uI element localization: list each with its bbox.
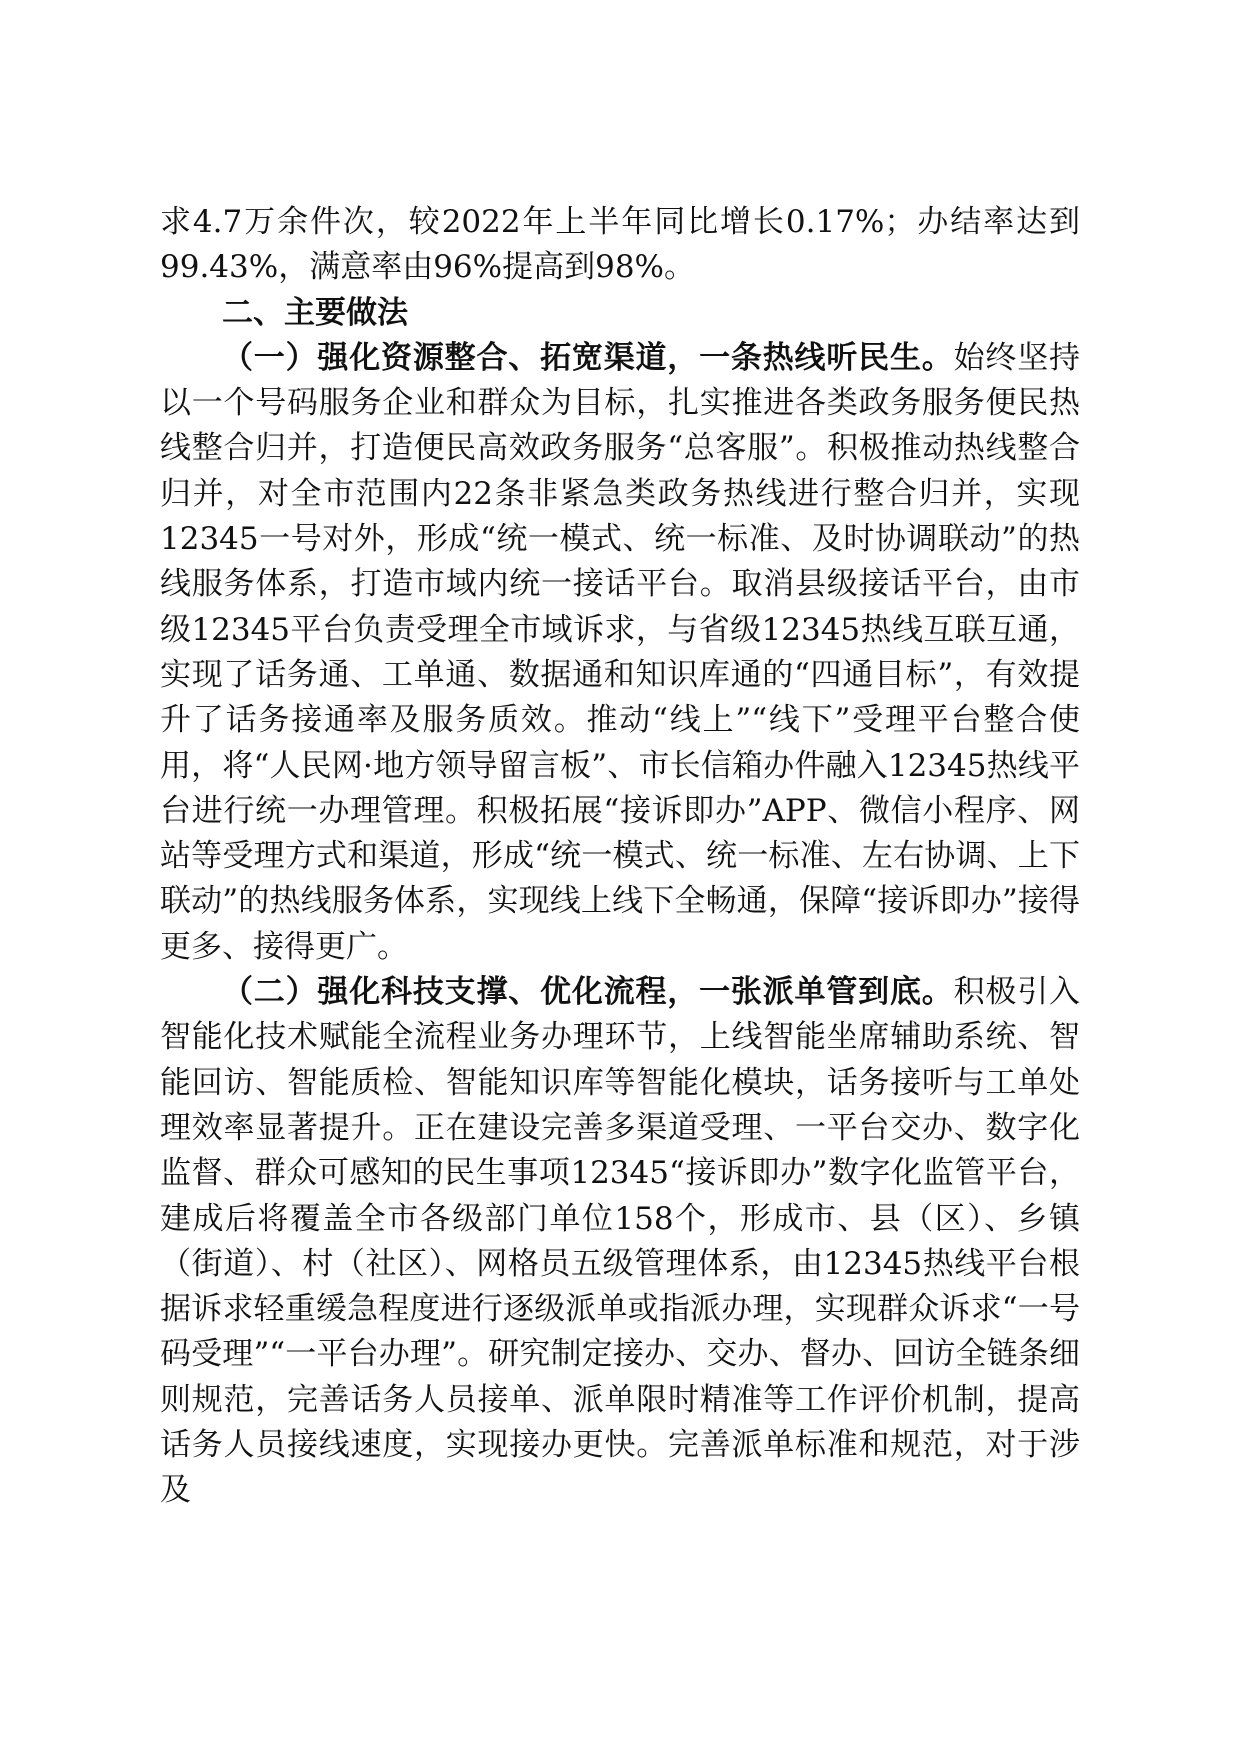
section-1-title: （一）强化资源整合、拓宽渠道，一条热线听民生。 [222,339,954,376]
section-1-body: 始终坚持以一个号码服务企业和群众为目标，扎实推进各类政务服务便民热线整合归并，打造便民高效政务服务“总客服”。积极推动热线整合归并，对全市范围内22条非紧急类政务热线进行整合归并，实现12345一号对外，形成“统一模式、统一标准、及时协调联动”的热线服务体系，打造市域内统一接话平台。取消县级接话平台，由市级12345平台负责受理全市域诉求，与省级12345热线互联互通，实现了话务通、工单通、数据通和知识库通的“四通目标”，有效提升了话务接通率及服务质效。推动“线上”“线下”受理平台整合使用，将“人民网·地方领导留言板”、市长信箱办件融入12345热线平台进行统一办理管理。积极拓展“接诉即办”APP、微信小程序、网站等受理方式和渠道，形成“统一模式、统一标准、左右协调、上下联动”的热线服务体系，实现线上线下全畅通，保障“接诉即办”接得更多、接得更广。 [160,339,1081,965]
section-2-title: （二）强化科技支撑、优化流程，一张派单管到底。 [222,974,954,1011]
section-heading: 二、主要做法 [222,294,408,331]
document-page [160,200,1080,1514]
section-2-paragraph [160,970,1080,1514]
section-2-body: 积极引入智能化技术赋能全流程业务办理环节，上线智能坐席辅助系统、智能回访、智能质检、智能知识库等智能化模块，话务接听与工单处理效率显著提升。正在建设完善多渠道受理、一平台交办、数字化监督、群众可感知的民生事项12345“接诉即办”数字化监管平台，建成后将覆盖全市各级部门单位158个，形成市、县（区）、乡镇（街道）、村（社区）、网格员五级管理体系，由12345热线平台根据诉求轻重缓急程度进行逐级派单或指派办理，实现群众诉求“一号码受理”“一平台办理”。研究制定接办、交办、督办、回访全链条细则规范，完善话务人员接单、派单限时精准等工作评价机制，提高话务人员接线速度，实现接办更快。完善派单标准和规范，对于涉及 [160,974,1081,1509]
section-1-paragraph [160,336,1080,970]
intro-paragraph: 求4.7万余件次，较2022年上半年同比增长0.17%；办结率达到99.43%，满意率由96%提高到98%。 [160,204,1080,286]
